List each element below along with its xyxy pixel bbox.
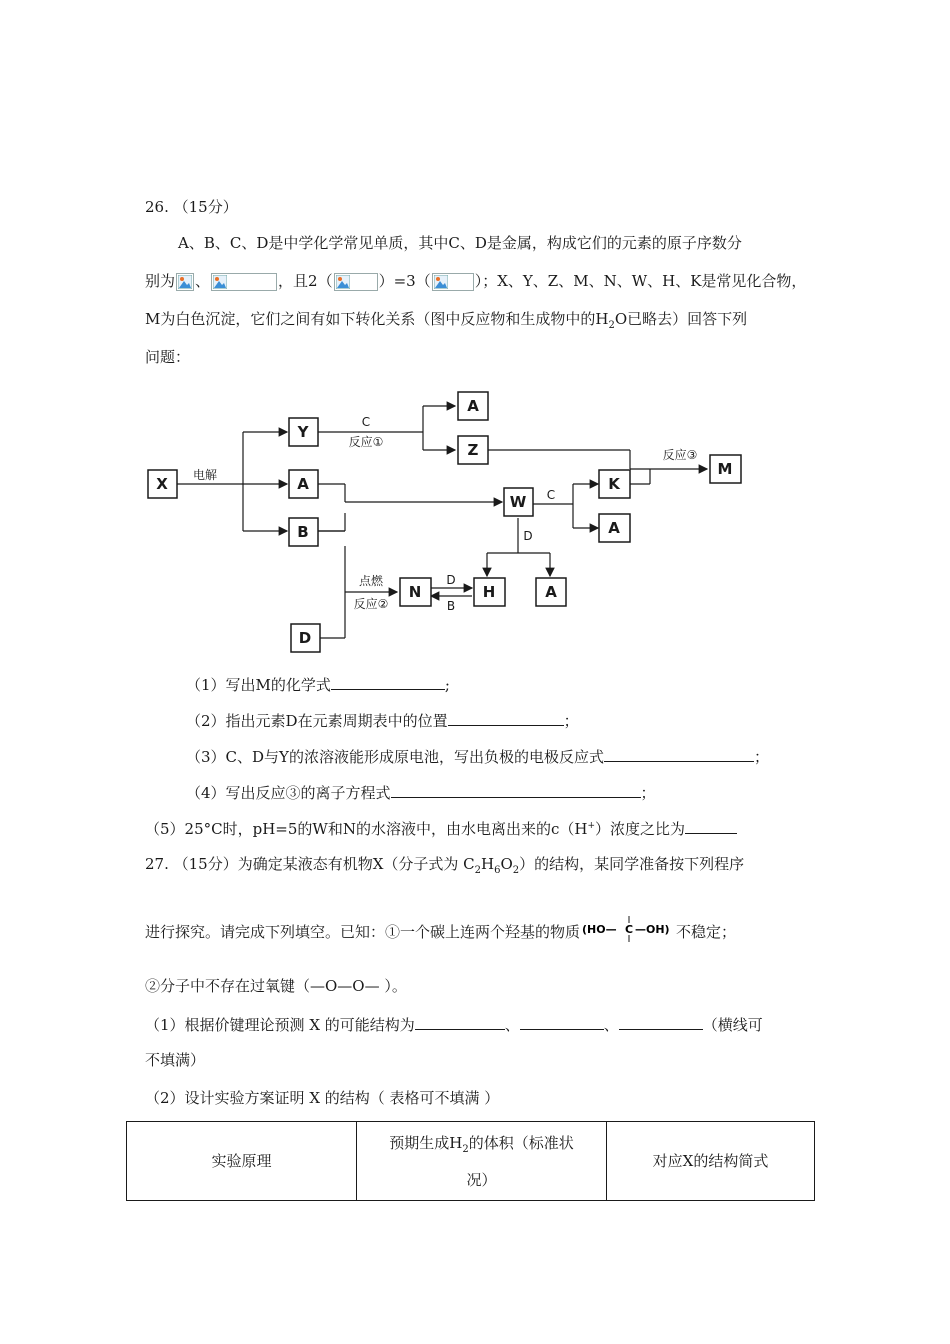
q27-header-c: O (500, 855, 513, 873)
q27-line2-b: 不稳定； (676, 923, 737, 941)
label-dianran: 点燃 (358, 574, 384, 588)
q26-para1: A、B、C、D是中学化学常见单质，其中C、D是金属，构成它们的元素的原子序数分 (178, 234, 742, 252)
q26-para3-b: O已略去）回答下列 (614, 310, 748, 328)
q26-para3 (145, 308, 747, 331)
box-m-label: M (717, 460, 733, 478)
struct-right: —OH) (635, 923, 670, 936)
box-z-label: Z (467, 441, 479, 459)
q26-para2-c: ，且2（ (278, 272, 333, 290)
reaction-flow-diagram (140, 386, 765, 661)
q26-sub4-text: （4）写出反应③的离子方程式 (186, 784, 391, 802)
q27-part1 (145, 1013, 763, 1035)
q27-sub-3: 2 (512, 865, 520, 876)
q26-para2-d: ）=3（ (378, 272, 431, 290)
answer-blank[interactable] (619, 1013, 703, 1030)
box-a-bottom-label: A (545, 583, 557, 601)
label-fanying2: 反应② (353, 597, 389, 611)
box-a-mid-label: A (297, 475, 309, 493)
q27-header-a: 27. （15分）为确定某液态有机物X（分子式为 C (145, 855, 475, 873)
box-k-label: K (608, 475, 620, 493)
col2-text-c: 况） (466, 1170, 497, 1189)
q27-part2: （2）设计实验方案证明 X 的结构（ 表格可不填满 ） (145, 1089, 500, 1107)
answer-blank[interactable] (448, 709, 564, 726)
q26-para4: 问题： (145, 348, 191, 366)
q26-sub5 (145, 817, 737, 839)
box-w-label: W (509, 493, 527, 511)
q26-sub4 (186, 781, 656, 803)
q26-para3-sub: 2 (608, 320, 615, 331)
diol-structure (580, 918, 676, 948)
box-a-top-label: A (467, 397, 479, 415)
q26-sub5-text-a: （5）25°C时，pH=5的W和N的水溶液中，由水电离出来的c（H (145, 820, 588, 838)
box-d-label: D (298, 629, 312, 647)
q26-sub5-text-b: ）浓度之比为 (594, 820, 685, 838)
answer-blank[interactable] (520, 1013, 604, 1030)
table-row (127, 1122, 815, 1201)
col2-sub: 2 (462, 1143, 469, 1155)
q27-line2-a: 进行探究。请完成下列填空。已知：①一个碳上连两个羟基的物质 (145, 923, 581, 941)
q27-line2 (145, 918, 736, 948)
q26-para2-b: 、 (195, 272, 211, 290)
label-fanying1: 反应① (348, 435, 384, 449)
broken-image-icon (334, 273, 378, 291)
broken-image-icon (176, 273, 194, 291)
experiment-table (126, 1121, 815, 1201)
q26-para3-a: M为白色沉淀，它们之间有如下转化关系（图中反应物和生成物中的H (145, 310, 609, 328)
label-c-top: C (361, 415, 371, 429)
q27-part1-sep: 、 (504, 1016, 520, 1034)
q26-para2-e: ）；X、Y、Z、M、N、W、H、K是常见化合物， (474, 272, 807, 290)
table-header-cell: 对应X的结构简式 (607, 1122, 815, 1201)
label-dianjie: 电解 (192, 468, 218, 482)
label-d-nh: D (446, 573, 456, 587)
q26-sub2 (186, 709, 579, 731)
q26-sub3-end: ； (753, 748, 769, 766)
col2-text-b: 的体积（标准状 (468, 1133, 574, 1152)
q27-sub-1: 2 (474, 865, 482, 876)
struct-c: C (625, 923, 634, 936)
q26-sub1-text: （1）写出M的化学式 (186, 676, 331, 694)
q26-sub1 (186, 673, 450, 695)
box-h-label: H (482, 583, 496, 601)
answer-blank[interactable] (604, 745, 754, 762)
q26-para2-a: 别为 (145, 272, 176, 290)
box-b-label: B (297, 523, 309, 541)
struct-left: (HO— (582, 923, 617, 936)
answer-blank[interactable] (685, 817, 737, 834)
answer-blank[interactable] (415, 1013, 505, 1030)
q26-sub2-end: ； (563, 712, 579, 730)
label-c-w: C (546, 488, 556, 502)
q27-header (145, 853, 744, 876)
answer-blank[interactable] (331, 673, 445, 690)
q26-header: 26. （15分） (145, 198, 238, 216)
box-a-right-label: A (608, 519, 620, 537)
q26-sub5-sup: + (587, 821, 595, 831)
q26-para2 (145, 270, 806, 291)
q26-sub2-text: （2）指出元素D在元素周期表中的位置 (186, 712, 448, 730)
label-b-nh: B (446, 599, 456, 613)
q27-header-b: H (481, 855, 495, 873)
box-n-label: N (408, 583, 422, 601)
box-x-label: X (156, 475, 168, 493)
q26-sub3-text: （3）C、D与Y的浓溶液能形成原电池，写出负极的电极反应式 (186, 748, 604, 766)
q26-sub3 (186, 745, 769, 767)
q27-part1-sep: 、 (603, 1016, 619, 1034)
table-header-cell (357, 1122, 607, 1201)
q26-sub1-end: ; (444, 676, 450, 694)
col2-text-a: 预期生成H (389, 1133, 463, 1152)
answer-blank[interactable] (391, 781, 641, 798)
box-y-label: Y (297, 423, 309, 441)
q27-part1-cont: 不填满） (145, 1051, 206, 1069)
q27-header-d: ）的结构，某同学准备按下列程序 (519, 855, 745, 873)
q26-sub4-end: ； (640, 784, 656, 802)
label-fanying3: 反应③ (662, 448, 698, 462)
broken-image-icon (432, 273, 474, 291)
table-header-cell: 实验原理 (127, 1122, 357, 1201)
q27-line3: ②分子中不存在过氧键（—O—O— ）。 (145, 977, 407, 995)
broken-image-icon (211, 273, 277, 291)
label-d-w: D (523, 529, 533, 543)
q27-sub-2: 6 (494, 865, 501, 876)
q27-part1-b: （横线可 (702, 1016, 763, 1034)
q27-part1-a: （1）根据价键理论预测 X 的可能结构为 (145, 1016, 415, 1034)
